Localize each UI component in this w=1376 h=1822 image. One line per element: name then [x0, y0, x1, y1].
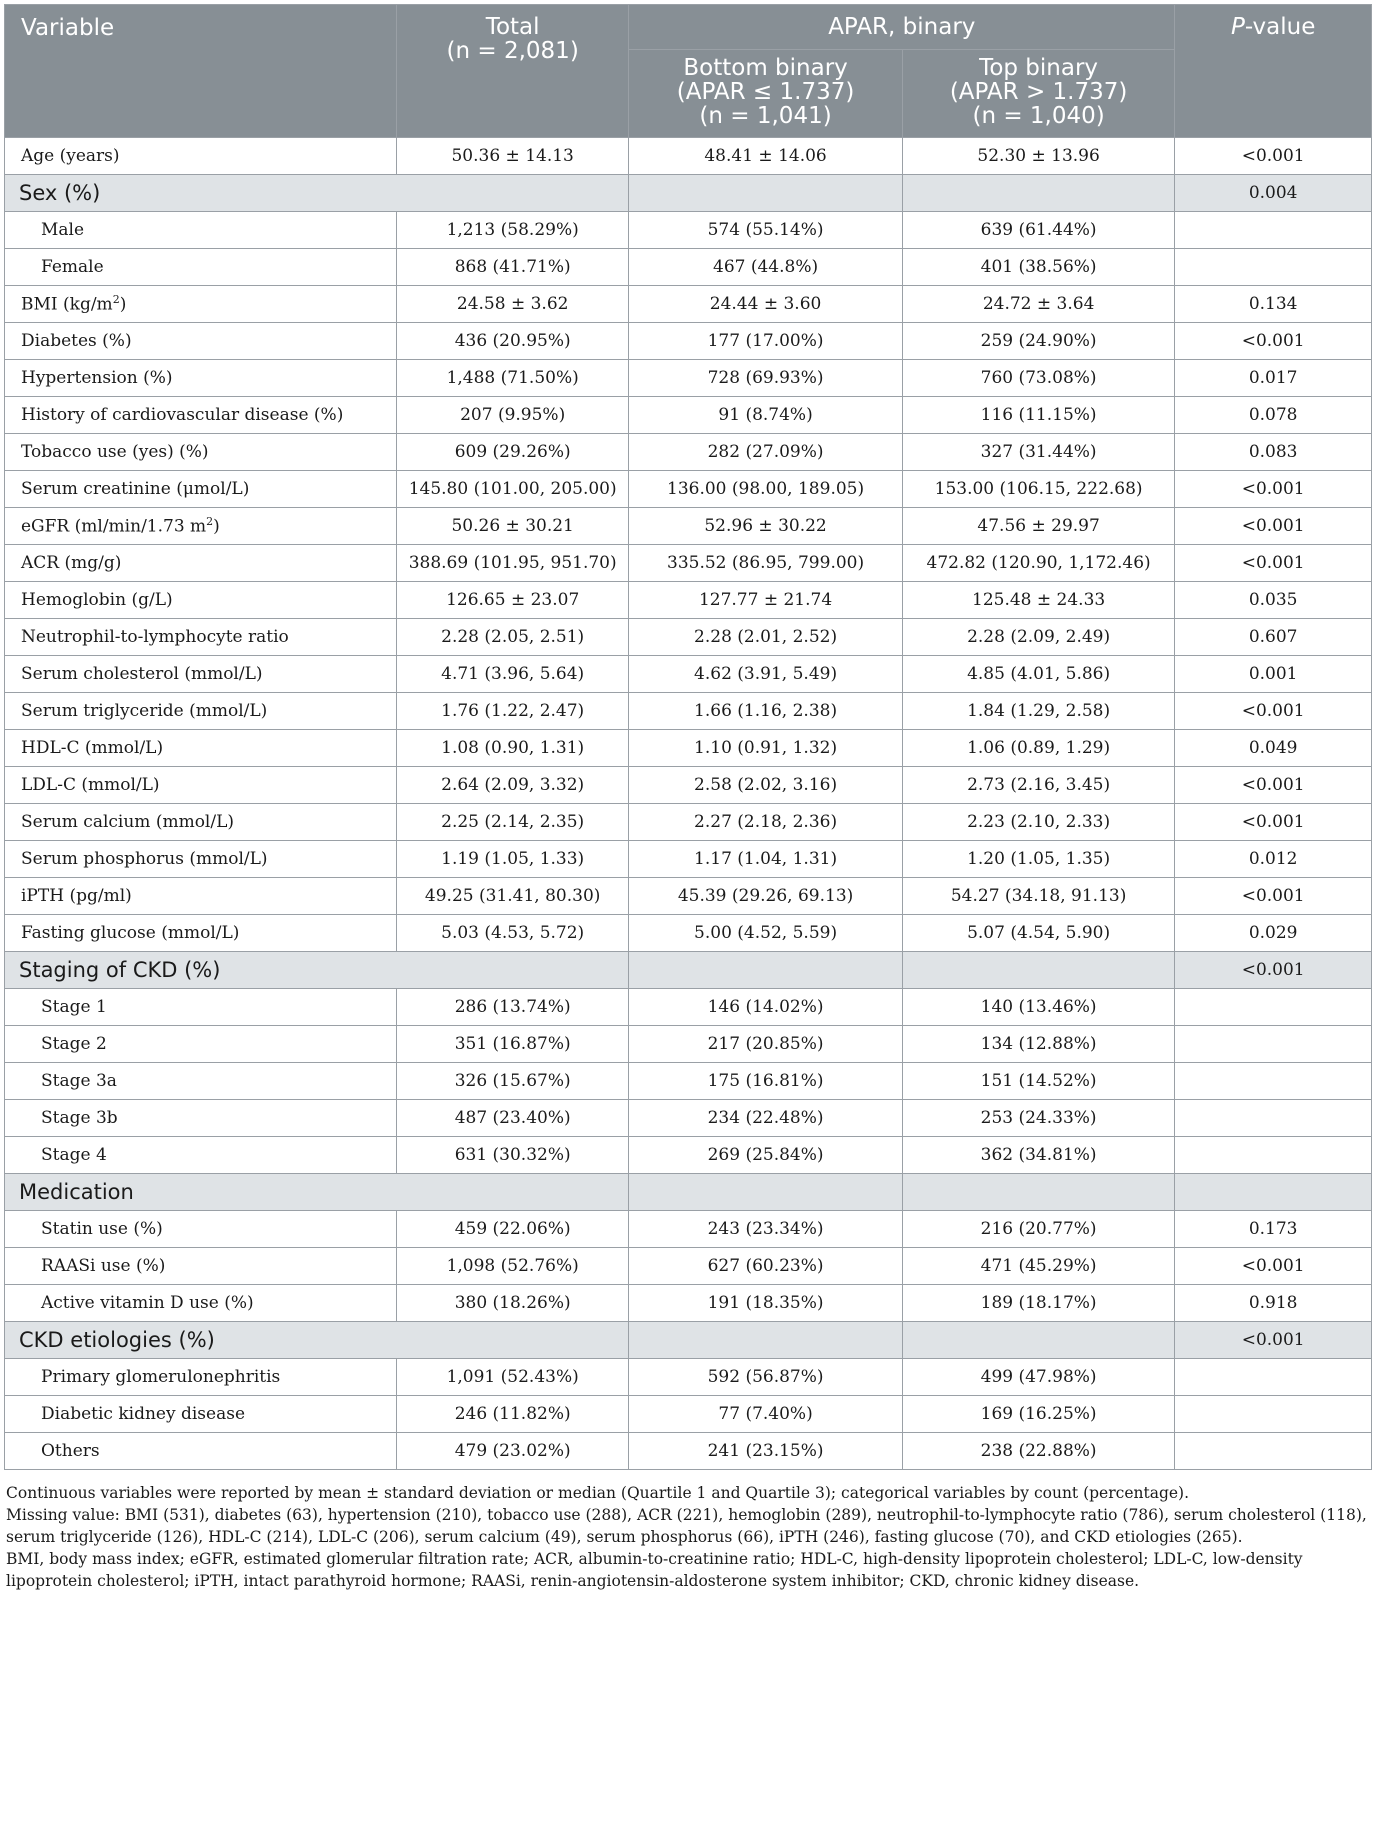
row-label — [5, 1211, 397, 1248]
section-empty-cell — [629, 175, 903, 212]
row-label — [5, 1433, 397, 1470]
header-bottom-binary — [629, 50, 903, 138]
table-row — [5, 397, 1372, 434]
row-label — [5, 915, 397, 952]
cell-p: 0.049 — [1175, 730, 1372, 767]
cell-bottom: 52.96 ± 30.22 — [629, 508, 903, 545]
row-label-text: eGFR (ml/min/1.73 m — [21, 516, 207, 537]
row-label-suffix: ) — [119, 294, 127, 315]
row-label-text: Hemoglobin (g/L) — [21, 590, 173, 610]
section-label: Medication — [5, 1174, 629, 1211]
cell-top: 47.56 ± 29.97 — [902, 508, 1174, 545]
row-label-text: Fasting glucose (mmol/L) — [21, 923, 240, 943]
row-label-text: Others — [41, 1441, 100, 1461]
row-label-text: Serum cholesterol (mmol/L) — [21, 664, 263, 684]
section-empty-cell — [902, 952, 1174, 989]
table-row — [5, 1359, 1372, 1396]
section-empty-cell — [902, 1322, 1174, 1359]
table-footnotes — [4, 1482, 1372, 1592]
cell-total: 459 (22.06%) — [397, 1211, 629, 1248]
cell-bottom: 191 (18.35%) — [629, 1285, 903, 1322]
section-row — [5, 175, 1372, 212]
cell-p: <0.001 — [1175, 804, 1372, 841]
row-label — [5, 1359, 397, 1396]
cell-bottom: 5.00 (4.52, 5.59) — [629, 915, 903, 952]
row-label — [5, 323, 397, 360]
row-label-text: BMI (kg/m — [21, 294, 113, 315]
row-label — [5, 1137, 397, 1174]
cell-top: 327 (31.44%) — [902, 434, 1174, 471]
cell-bottom: 1.17 (1.04, 1.31) — [629, 841, 903, 878]
cell-p: 0.173 — [1175, 1211, 1372, 1248]
row-label-text: Stage 2 — [41, 1034, 107, 1054]
row-label — [5, 1026, 397, 1063]
row-label-superscript: 2 — [206, 515, 214, 529]
cell-bottom: 1.66 (1.16, 2.38) — [629, 693, 903, 730]
row-label — [5, 286, 397, 323]
row-label-text: RAASi use (%) — [41, 1256, 166, 1276]
row-label-text: Statin use (%) — [41, 1219, 163, 1239]
table-row — [5, 1396, 1372, 1433]
cell-p — [1175, 1433, 1372, 1470]
cell-total: 868 (41.71%) — [397, 249, 629, 286]
row-label — [5, 1285, 397, 1322]
header-top-line2: (APAR > 1.737) — [949, 79, 1128, 105]
cell-top: 401 (38.56%) — [902, 249, 1174, 286]
row-label-text: Tobacco use (yes) (%) — [21, 442, 209, 462]
cell-bottom: 2.58 (2.02, 3.16) — [629, 767, 903, 804]
header-top-binary — [902, 50, 1174, 138]
row-label — [5, 693, 397, 730]
cell-top: 238 (22.88%) — [902, 1433, 1174, 1470]
table-row — [5, 841, 1372, 878]
row-label — [5, 212, 397, 249]
row-label-text: Stage 3a — [41, 1071, 117, 1091]
row-label — [5, 804, 397, 841]
cell-total: 609 (29.26%) — [397, 434, 629, 471]
cell-top: 2.23 (2.10, 2.33) — [902, 804, 1174, 841]
table-row — [5, 1026, 1372, 1063]
row-label-suffix: ) — [213, 516, 220, 537]
row-label — [5, 1248, 397, 1285]
header-top-n: (n = 1,040) — [972, 103, 1105, 129]
row-label-text: History of cardiovascular disease (%) — [21, 405, 344, 425]
cell-total: 2.25 (2.14, 2.35) — [397, 804, 629, 841]
section-empty-cell — [902, 175, 1174, 212]
section-row — [5, 952, 1372, 989]
footnote-continuous: Continuous variables were reported by mean ± standard deviation or median (Quartile 1 and Quartile 3); categorical variables by count (percentage). — [6, 1484, 1190, 1502]
cell-bottom: 175 (16.81%) — [629, 1063, 903, 1100]
row-label — [5, 1100, 397, 1137]
table-row — [5, 323, 1372, 360]
cell-top: 639 (61.44%) — [902, 212, 1174, 249]
row-label — [5, 841, 397, 878]
cell-total: 380 (18.26%) — [397, 1285, 629, 1322]
cell-top: 362 (34.81%) — [902, 1137, 1174, 1174]
table-row — [5, 656, 1372, 693]
row-label — [5, 434, 397, 471]
cell-p — [1175, 1063, 1372, 1100]
section-p-value: 0.004 — [1175, 175, 1372, 212]
cell-bottom: 146 (14.02%) — [629, 989, 903, 1026]
cell-bottom: 45.39 (29.26, 69.13) — [629, 878, 903, 915]
cell-total: 1.08 (0.90, 1.31) — [397, 730, 629, 767]
table-row — [5, 434, 1372, 471]
cell-top: 52.30 ± 13.96 — [902, 138, 1174, 175]
row-label-text: LDL-C (mmol/L) — [21, 775, 160, 795]
cell-top: 54.27 (34.18, 91.13) — [902, 878, 1174, 915]
cell-bottom: 627 (60.23%) — [629, 1248, 903, 1285]
cell-bottom: 136.00 (98.00, 189.05) — [629, 471, 903, 508]
cell-top: 140 (13.46%) — [902, 989, 1174, 1026]
row-label-text: Neutrophil-to-lymphocyte ratio — [21, 627, 289, 647]
section-empty-cell — [629, 952, 903, 989]
table-row — [5, 249, 1372, 286]
row-label — [5, 1063, 397, 1100]
row-label-text: Stage 4 — [41, 1145, 107, 1165]
cell-total: 24.58 ± 3.62 — [397, 286, 629, 323]
cell-p: <0.001 — [1175, 508, 1372, 545]
cell-bottom: 48.41 ± 14.06 — [629, 138, 903, 175]
cell-p: <0.001 — [1175, 878, 1372, 915]
table-row — [5, 730, 1372, 767]
cell-total: 2.64 (2.09, 3.32) — [397, 767, 629, 804]
cell-top: 2.28 (2.09, 2.49) — [902, 619, 1174, 656]
cell-p — [1175, 1100, 1372, 1137]
cell-p: <0.001 — [1175, 138, 1372, 175]
cell-bottom: 1.10 (0.91, 1.32) — [629, 730, 903, 767]
row-label-text: Serum phosphorus (mmol/L) — [21, 849, 268, 869]
cell-bottom: 592 (56.87%) — [629, 1359, 903, 1396]
table-row — [5, 878, 1372, 915]
row-label — [5, 730, 397, 767]
header-variable: Variable — [5, 5, 397, 138]
table-row — [5, 286, 1372, 323]
row-label — [5, 249, 397, 286]
cell-p: <0.001 — [1175, 767, 1372, 804]
cell-p: <0.001 — [1175, 1248, 1372, 1285]
table-row — [5, 545, 1372, 582]
cell-total: 246 (11.82%) — [397, 1396, 629, 1433]
cell-p: 0.134 — [1175, 286, 1372, 323]
cell-total: 207 (9.95%) — [397, 397, 629, 434]
row-label — [5, 582, 397, 619]
row-label-text: Primary glomerulonephritis — [41, 1367, 281, 1387]
cell-bottom: 2.27 (2.18, 2.36) — [629, 804, 903, 841]
cell-p — [1175, 1359, 1372, 1396]
row-label — [5, 878, 397, 915]
table-body — [5, 138, 1372, 1470]
header-bottom-n: (n = 1,041) — [699, 103, 832, 129]
row-label-text: Serum creatinine (μmol/L) — [21, 479, 250, 499]
row-label — [5, 619, 397, 656]
cell-top: 4.85 (4.01, 5.86) — [902, 656, 1174, 693]
cell-total: 50.36 ± 14.13 — [397, 138, 629, 175]
cell-p — [1175, 1026, 1372, 1063]
cell-total: 1,213 (58.29%) — [397, 212, 629, 249]
cell-total: 145.80 (101.00, 205.00) — [397, 471, 629, 508]
table-row — [5, 989, 1372, 1026]
table-row — [5, 767, 1372, 804]
section-p-value — [1175, 1174, 1372, 1211]
cell-p: 0.078 — [1175, 397, 1372, 434]
cell-total: 487 (23.40%) — [397, 1100, 629, 1137]
cell-p: <0.001 — [1175, 545, 1372, 582]
cell-total: 286 (13.74%) — [397, 989, 629, 1026]
cell-bottom: 217 (20.85%) — [629, 1026, 903, 1063]
cell-bottom: 243 (23.34%) — [629, 1211, 903, 1248]
table-row — [5, 138, 1372, 175]
cell-bottom: 234 (22.48%) — [629, 1100, 903, 1137]
cell-p: 0.607 — [1175, 619, 1372, 656]
cell-total: 631 (30.32%) — [397, 1137, 629, 1174]
baseline-characteristics-table — [4, 4, 1372, 1470]
cell-total: 4.71 (3.96, 5.64) — [397, 656, 629, 693]
table-row — [5, 1433, 1372, 1470]
row-label — [5, 989, 397, 1026]
table-row — [5, 1100, 1372, 1137]
cell-bottom: 24.44 ± 3.60 — [629, 286, 903, 323]
row-label-text: Male — [41, 220, 85, 240]
row-label-text: Stage 1 — [41, 997, 107, 1017]
cell-total: 49.25 (31.41, 80.30) — [397, 878, 629, 915]
cell-p: <0.001 — [1175, 693, 1372, 730]
cell-top: 125.48 ± 24.33 — [902, 582, 1174, 619]
table-row — [5, 915, 1372, 952]
cell-top: 24.72 ± 3.64 — [902, 286, 1174, 323]
cell-total: 2.28 (2.05, 2.51) — [397, 619, 629, 656]
row-label-text: Serum calcium (mmol/L) — [21, 812, 235, 832]
header-p-italic: P — [1230, 14, 1245, 40]
row-label — [5, 1396, 397, 1433]
cell-bottom: 91 (8.74%) — [629, 397, 903, 434]
table-row — [5, 1063, 1372, 1100]
header-total — [397, 5, 629, 138]
cell-p: 0.017 — [1175, 360, 1372, 397]
cell-total: 436 (20.95%) — [397, 323, 629, 360]
cell-top: 134 (12.88%) — [902, 1026, 1174, 1063]
header-apar-binary: APAR, binary — [629, 5, 1175, 50]
cell-p: 0.029 — [1175, 915, 1372, 952]
cell-p — [1175, 1396, 1372, 1433]
header-p-suffix: -value — [1244, 14, 1316, 40]
cell-p — [1175, 989, 1372, 1026]
row-label — [5, 397, 397, 434]
footnote-missing: Missing value: BMI (531), diabetes (63), hypertension (210), tobacco use (288), ACR (221), hemoglobin (289), neutrophil-to-lymphocyte ratio (786), serum cholesterol (118), serum triglyceride (126), HDL-C (214), LDL-C (206), serum calcium (49), serum phosphorus (66), iPTH (246), fasting glucose (70), and CKD etiologies (265). — [6, 1506, 1367, 1546]
cell-bottom: 77 (7.40%) — [629, 1396, 903, 1433]
cell-top: 151 (14.52%) — [902, 1063, 1174, 1100]
row-label-superscript: 2 — [112, 293, 120, 307]
cell-bottom: 467 (44.8%) — [629, 249, 903, 286]
row-label-text: Diabetic kidney disease — [41, 1404, 245, 1424]
cell-top: 499 (47.98%) — [902, 1359, 1174, 1396]
table-header — [5, 5, 1372, 138]
row-label-text: Serum triglyceride (mmol/L) — [21, 701, 268, 721]
cell-top: 253 (24.33%) — [902, 1100, 1174, 1137]
cell-bottom: 574 (55.14%) — [629, 212, 903, 249]
table-row — [5, 1248, 1372, 1285]
row-label-text: Active vitamin D use (%) — [41, 1293, 254, 1313]
cell-top: 760 (73.08%) — [902, 360, 1174, 397]
cell-bottom: 2.28 (2.01, 2.52) — [629, 619, 903, 656]
cell-p: 0.035 — [1175, 582, 1372, 619]
table-container — [4, 4, 1372, 1592]
cell-p: 0.083 — [1175, 434, 1372, 471]
header-p-value — [1175, 5, 1372, 138]
cell-bottom: 127.77 ± 21.74 — [629, 582, 903, 619]
row-label — [5, 508, 397, 545]
cell-bottom: 728 (69.93%) — [629, 360, 903, 397]
row-label — [5, 471, 397, 508]
cell-p — [1175, 212, 1372, 249]
row-label-text: Hypertension (%) — [21, 368, 173, 388]
cell-total: 126.65 ± 23.07 — [397, 582, 629, 619]
cell-p: 0.918 — [1175, 1285, 1372, 1322]
cell-top: 153.00 (106.15, 222.68) — [902, 471, 1174, 508]
cell-bottom: 241 (23.15%) — [629, 1433, 903, 1470]
row-label-text: iPTH (pg/ml) — [21, 886, 132, 906]
cell-top: 1.20 (1.05, 1.35) — [902, 841, 1174, 878]
table-row — [5, 693, 1372, 730]
section-empty-cell — [629, 1322, 903, 1359]
cell-p — [1175, 249, 1372, 286]
row-label — [5, 545, 397, 582]
table-row — [5, 1285, 1372, 1322]
cell-total: 1.19 (1.05, 1.33) — [397, 841, 629, 878]
section-label: Sex (%) — [5, 175, 629, 212]
footnote-abbreviations: BMI, body mass index; eGFR, estimated glomerular filtration rate; ACR, albumin-to-creatinine ratio; HDL-C, high-density lipoprotein cholesterol; LDL-C, low-density lipoprotein cholesterol; iPTH, intact parathyroid hormone; RAASi, renin-angiotensin-aldosterone system inhibitor; CKD, chronic kidney disease. — [6, 1550, 1303, 1590]
section-empty-cell — [629, 1174, 903, 1211]
cell-total: 1,098 (52.76%) — [397, 1248, 629, 1285]
section-label: CKD etiologies (%) — [5, 1322, 629, 1359]
section-p-value: <0.001 — [1175, 952, 1372, 989]
cell-total: 50.26 ± 30.21 — [397, 508, 629, 545]
table-row — [5, 212, 1372, 249]
cell-top: 2.73 (2.16, 3.45) — [902, 767, 1174, 804]
cell-top: 169 (16.25%) — [902, 1396, 1174, 1433]
row-label-text: ACR (mg/g) — [21, 553, 122, 573]
section-empty-cell — [902, 1174, 1174, 1211]
cell-total: 1.76 (1.22, 2.47) — [397, 693, 629, 730]
table-row — [5, 1137, 1372, 1174]
header-bottom-line2: (APAR ≤ 1.737) — [676, 79, 855, 105]
row-label — [5, 656, 397, 693]
row-label-text: HDL-C (mmol/L) — [21, 738, 164, 758]
section-p-value: <0.001 — [1175, 1322, 1372, 1359]
cell-p: 0.012 — [1175, 841, 1372, 878]
table-row — [5, 508, 1372, 545]
row-label — [5, 360, 397, 397]
header-total-n: (n = 2,081) — [446, 38, 579, 64]
cell-total: 1,091 (52.43%) — [397, 1359, 629, 1396]
table-row — [5, 582, 1372, 619]
row-label-text: Age (years) — [21, 146, 120, 166]
cell-bottom: 269 (25.84%) — [629, 1137, 903, 1174]
cell-top: 259 (24.90%) — [902, 323, 1174, 360]
table-row — [5, 471, 1372, 508]
section-label: Staging of CKD (%) — [5, 952, 629, 989]
cell-top: 216 (20.77%) — [902, 1211, 1174, 1248]
cell-bottom: 335.52 (86.95, 799.00) — [629, 545, 903, 582]
section-row — [5, 1322, 1372, 1359]
header-top-line1: Top binary — [979, 55, 1099, 81]
cell-total: 5.03 (4.53, 5.72) — [397, 915, 629, 952]
cell-top: 1.06 (0.89, 1.29) — [902, 730, 1174, 767]
row-label-text: Diabetes (%) — [21, 331, 132, 351]
cell-p: <0.001 — [1175, 323, 1372, 360]
cell-top: 471 (45.29%) — [902, 1248, 1174, 1285]
cell-top: 472.82 (120.90, 1,172.46) — [902, 545, 1174, 582]
row-label-text: Stage 3b — [41, 1108, 118, 1128]
table-row — [5, 1211, 1372, 1248]
cell-top: 189 (18.17%) — [902, 1285, 1174, 1322]
cell-p: <0.001 — [1175, 471, 1372, 508]
header-total-label: Total — [485, 14, 540, 40]
cell-top: 116 (11.15%) — [902, 397, 1174, 434]
cell-total: 479 (23.02%) — [397, 1433, 629, 1470]
cell-total: 1,488 (71.50%) — [397, 360, 629, 397]
cell-bottom: 282 (27.09%) — [629, 434, 903, 471]
cell-bottom: 4.62 (3.91, 5.49) — [629, 656, 903, 693]
header-bottom-line1: Bottom binary — [683, 55, 848, 81]
row-label — [5, 138, 397, 175]
cell-total: 388.69 (101.95, 951.70) — [397, 545, 629, 582]
row-label — [5, 767, 397, 804]
cell-top: 5.07 (4.54, 5.90) — [902, 915, 1174, 952]
table-row — [5, 360, 1372, 397]
table-row — [5, 619, 1372, 656]
cell-top: 1.84 (1.29, 2.58) — [902, 693, 1174, 730]
table-row — [5, 804, 1372, 841]
cell-bottom: 177 (17.00%) — [629, 323, 903, 360]
section-row — [5, 1174, 1372, 1211]
cell-total: 326 (15.67%) — [397, 1063, 629, 1100]
cell-total: 351 (16.87%) — [397, 1026, 629, 1063]
cell-p: 0.001 — [1175, 656, 1372, 693]
row-label-text: Female — [41, 257, 104, 277]
cell-p — [1175, 1137, 1372, 1174]
